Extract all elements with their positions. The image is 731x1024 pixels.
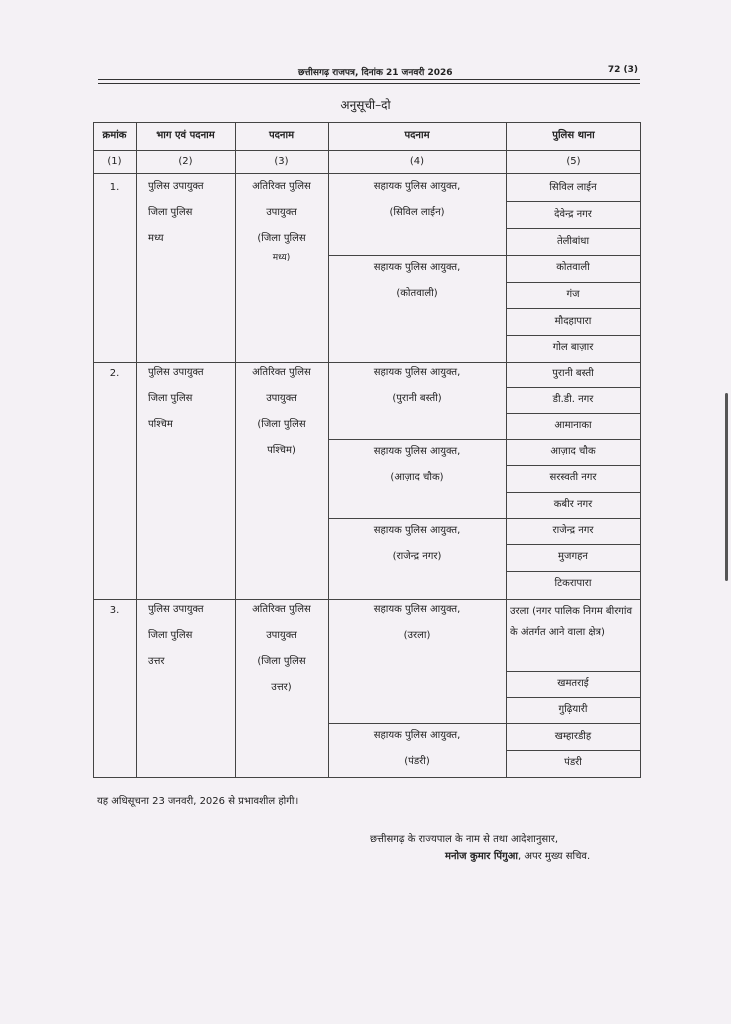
header-serial: क्रमांक <box>102 130 127 141</box>
column-divider <box>235 122 236 778</box>
acp-line: (कोतवाली) <box>396 288 438 299</box>
station-name: गंज <box>566 289 580 300</box>
acp-line: सहायक पुलिस आयुक्त, <box>373 525 461 536</box>
station-divider <box>506 228 641 229</box>
column-number: (3) <box>274 156 289 167</box>
designation-line: (जिला पुलिस <box>257 419 306 430</box>
header-designation: पदनाम <box>268 130 295 141</box>
station-name: खम्हारडीह <box>554 731 592 742</box>
station-name: तेलीबांधा <box>556 236 590 247</box>
designation-line: उपायुक्त <box>266 207 297 218</box>
header-station: पुलिस थाना <box>552 130 595 141</box>
serial-number: 3. <box>109 605 120 616</box>
division-line: पुलिस उपायुक्त <box>148 181 204 192</box>
station-name: डी.डी. नगर <box>552 394 594 405</box>
station-name: सरस्वती नगर <box>549 472 597 483</box>
designation-name <box>235 174 328 265</box>
division-line: उत्तर <box>148 656 165 667</box>
table-border <box>93 777 641 778</box>
acp-divider <box>328 255 641 256</box>
schedule-title: अनुसूची–दो <box>340 98 391 112</box>
header-division: भाग एवं पदनाम <box>156 130 215 141</box>
designation-line: (जिला पुलिस <box>257 656 306 667</box>
acp-rajendra-nagar <box>328 518 506 570</box>
station-name: खमतराई <box>557 678 589 689</box>
station-divider <box>506 308 641 309</box>
row-divider <box>93 599 641 600</box>
acp-line: सहायक पुलिस आयुक्त, <box>373 604 461 615</box>
station-name: गोल बाज़ार <box>552 342 594 353</box>
division-line: पुलिस उपायुक्त <box>148 367 204 378</box>
station-name: आमानाका <box>554 420 592 431</box>
column-number: (5) <box>566 156 581 167</box>
acp-purani-basti <box>328 360 506 412</box>
division-line: पुलिस उपायुक्त <box>148 604 204 615</box>
station-divider <box>506 387 641 388</box>
row-divider <box>93 173 641 174</box>
station-divider <box>506 282 641 283</box>
authority-line: छत्तीसगढ़ के राज्यपाल के नाम से तथा आदेशानुसार, <box>370 834 559 845</box>
signatory <box>445 848 590 862</box>
header-rule-secondary <box>98 83 640 84</box>
station-divider <box>506 671 641 672</box>
acp-urla <box>328 597 506 649</box>
acp-kotwali <box>328 255 506 307</box>
station-divider <box>506 492 641 493</box>
designation-line: अतिरिक्त पुलिस <box>252 181 311 192</box>
station-name: सिविल लाईन <box>549 182 597 193</box>
column-divider <box>136 122 137 778</box>
designation-line: पश्चिम) <box>267 445 296 456</box>
column-number: (4) <box>409 156 425 167</box>
acp-line: सहायक पुलिस आयुक्त, <box>373 446 461 457</box>
effective-date-note: यह अधिसूचना 23 जनवरी, 2026 से प्रभावशील होगी। <box>97 796 299 807</box>
station-name: पंडरी <box>564 757 582 768</box>
header-acp: पदनाम <box>404 130 430 141</box>
station-divider <box>506 544 641 545</box>
station-name: देवेन्द्र नगर <box>554 209 592 220</box>
acp-line: (आज़ाद चौक) <box>390 472 444 483</box>
designation-line: उपायुक्त <box>266 393 297 404</box>
station-divider <box>506 465 641 466</box>
station-name: पुरानी बस्ती <box>552 368 594 379</box>
division-line: जिला पुलिस <box>148 393 193 404</box>
signatory-designation: , अपर मुख्य सचिव. <box>517 851 591 862</box>
scrollbar[interactable] <box>725 393 728 581</box>
station-name: कबीर नगर <box>553 499 593 510</box>
station-name: मुजगहन <box>558 551 588 562</box>
station-name: कोतवाली <box>556 262 590 273</box>
table-border <box>640 122 641 778</box>
page-number: 72 (3) <box>607 65 638 75</box>
signatory-name: मनोज कुमार पिंगुआ <box>445 851 518 862</box>
gazette-title: छत्तीसगढ़ राजपत्र, दिनांक 21 जनवरी 2026 <box>298 68 453 78</box>
division-line: जिला पुलिस <box>148 207 193 218</box>
station-divider <box>506 201 641 202</box>
police-station-table <box>93 122 641 778</box>
station-name: गुढ़ियारी <box>558 704 588 715</box>
serial-number: 2. <box>109 368 120 379</box>
acp-line: (पंडरी) <box>404 756 430 767</box>
acp-line: (सिविल लाईन) <box>389 207 445 218</box>
station-name: मौदहापारा <box>554 316 592 327</box>
designation-line: उत्तर) <box>271 682 292 693</box>
acp-line: सहायक पुलिस आयुक्त, <box>373 730 461 741</box>
station-divider <box>506 413 641 414</box>
station-name: आज़ाद चौक <box>550 446 596 457</box>
acp-divider <box>328 439 641 440</box>
acp-line: (पुरानी बस्ती) <box>392 393 442 404</box>
page-header <box>98 63 640 79</box>
table-border <box>93 122 94 778</box>
designation-line: मध्य) <box>272 253 291 263</box>
designation-name <box>235 597 328 701</box>
division-line: पश्चिम <box>148 419 173 430</box>
acp-line: सहायक पुलिस आयुक्त, <box>373 262 461 273</box>
station-name: राजेन्द्र नगर <box>552 525 594 536</box>
header-rule <box>98 79 640 80</box>
acp-civil-line <box>328 174 506 226</box>
designation-name <box>235 360 328 464</box>
column-number: (1) <box>107 156 122 167</box>
division-line: मध्य <box>148 233 164 244</box>
acp-pandri <box>328 723 506 775</box>
station-name: टिकरापारा <box>554 578 592 589</box>
designation-line: अतिरिक्त पुलिस <box>252 604 311 615</box>
designation-line: (जिला पुलिस <box>257 233 306 244</box>
station-divider <box>506 750 641 751</box>
division-name <box>148 597 235 675</box>
division-name <box>148 174 235 252</box>
acp-line: (राजेन्द्र नगर) <box>392 551 442 562</box>
acp-line: (उरला) <box>403 630 431 641</box>
division-line: जिला पुलिस <box>148 630 193 641</box>
column-number: (2) <box>178 156 193 167</box>
station-divider <box>506 571 641 572</box>
column-divider <box>506 122 507 778</box>
acp-line: सहायक पुलिस आयुक्त, <box>373 367 461 378</box>
acp-divider <box>328 518 641 519</box>
division-name <box>148 360 235 438</box>
acp-line: सहायक पुलिस आयुक्त, <box>373 181 461 192</box>
station-divider <box>506 697 641 698</box>
station-name: उरला (नगर पालिक निगम बीरगांव के अंतर्गत आने वाला क्षेत्र) <box>510 606 633 638</box>
row-divider <box>93 362 641 363</box>
row-divider <box>93 150 641 151</box>
table-border <box>93 122 641 123</box>
acp-divider <box>328 723 641 724</box>
column-divider <box>328 122 329 778</box>
station-divider <box>506 335 641 336</box>
designation-line: अतिरिक्त पुलिस <box>252 367 311 378</box>
acp-azad-chowk <box>328 439 506 491</box>
serial-number: 1. <box>109 182 120 193</box>
designation-line: उपायुक्त <box>266 630 297 641</box>
